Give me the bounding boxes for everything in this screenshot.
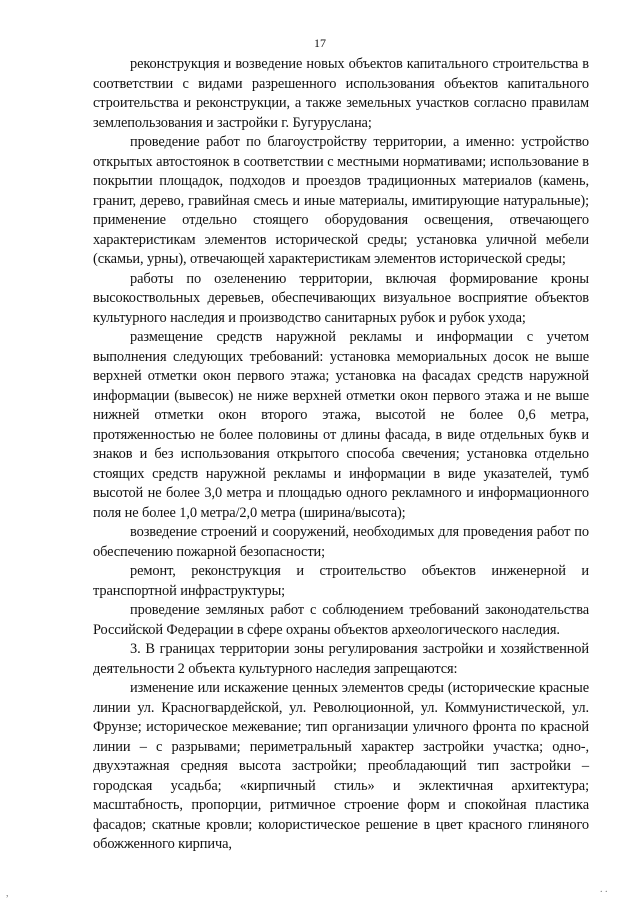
paragraph-greening: работы по озеленению территории, включая формирование кроны высокоствольных деревьев, обеспечивающих визуальное восприятие объектов культурного наследия и производство санитарных рубок и рубок ухода; [93,270,589,326]
paragraph-fire-safety: возведение строений и сооружений, необходимых для проведения работ по обеспечению пожарной безопасности; [93,524,589,560]
margin-mark-left: , [6,888,9,899]
document-body [93,55,589,855]
page-number: 17 [314,36,326,50]
paragraph-prohibited-changes: изменение или искажение ценных элементов среды (исторические красные линии ул. Красногвардейской, ул. Революционной, ул. Коммунистической, ул. Фрунзе; историческое межевание; тип организации уличного фронта по красной линии – с разрывами; периметральный характер застройки участка; одно-, двухэтажная средняя высота застройки; преобладающий тип застройки – городская усадьба; «кирпичный стиль» и эклектичная архитектура; масштабность, пропорции, ритмичное строение форм и спокойная пластика фасадов; скатные кровли; колористическое решение в цвет красного глиняного обожженного кирпича, [93,680,589,852]
margin-mark-right: . . [600,884,608,895]
paragraph-earthworks: проведение земляных работ с соблюдением требований законодательства Российской Федерации в сфере охраны объектов археологического наследия. [93,602,589,638]
paragraph-advertising: размещение средств наружной рекламы и информации с учетом выполнения следующих требований: установка мемориальных досок не выше верхней отметки окон первого этажа; установка на фасадах средств наружной информации (вывесок) не ниже верхней отметки окон первого этажа и не выше нижней отметки окон второго этажа, высотой не более 0,6 метра, протяженностью не более половины от длины фасада, в виде отдельных букв и знаков и без использования открытого способа свечения; установка отдельно стоящих средств наружной рекламы и информации в виде указателей, тумб высотой не более 3,0 метра и площадью одного рекламного и информационного поля не более 1,0 метра/2,0 метра (ширина/высота); [93,329,589,521]
paragraph-infrastructure: ремонт, реконструкция и строительство объектов инженерной и транспортной инфраструктуры; [93,563,589,599]
paragraph-reconstruction: реконструкция и возведение новых объектов капитального строительства в соответствии с видами разрешенного использования объектов капитального строительства и реконструкции, а также земельных участков согласно правилам землепользования и застройки г. Бугуруслана; [93,56,589,131]
paragraph-landscaping: проведение работ по благоустройству территории, а именно: устройство открытых автостоянок в соответствии с местными нормативами; использование в покрытии площадок, подходов и проездов традиционных материалов (камень, гранит, дерево, гравийная смесь и иные материалы, имитирующие натуральные); применение отдельно стоящего оборудования освещения, отвечающего характеристикам элементов исторической среды; установка уличной мебели (скамьи, урны), отвечающей характеристикам элементов исторической среды; [93,134,589,267]
paragraph-section-3: 3. В границах территории зоны регулирования застройки и хозяйственной деятельности 2 объекта культурного наследия запрещаются: [93,641,589,677]
